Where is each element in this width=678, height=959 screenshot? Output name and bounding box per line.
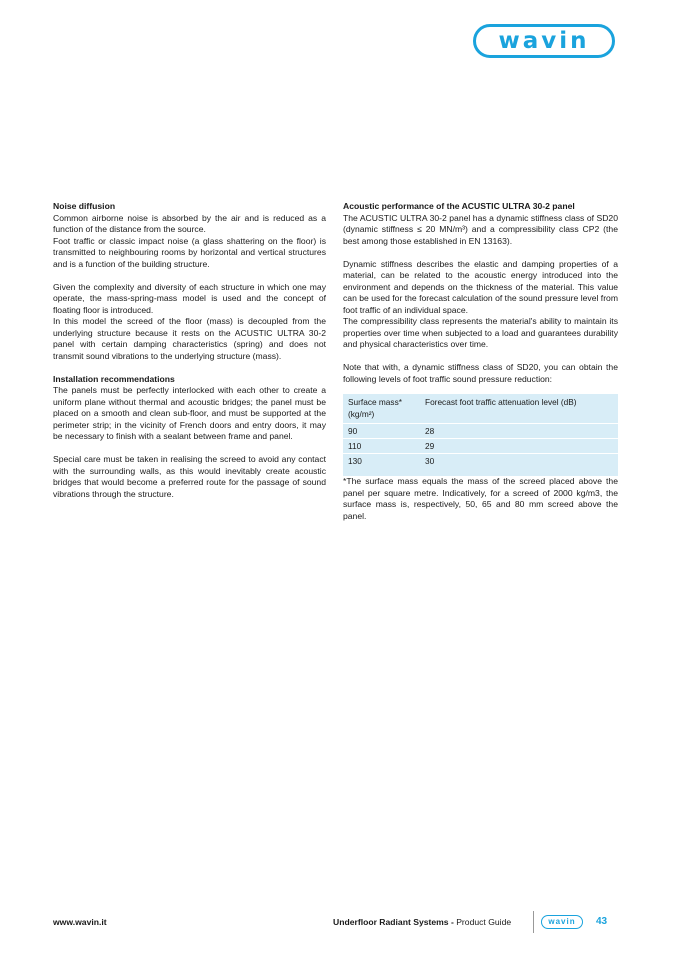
installation-paragraph-1: The panels must be perfectly interlocked with each other to create a uniform plane without thermal and acoustic bridges; the panel must be placed on a smooth and clean sub-floor, and must be supported at the perimeter strip; in the vicinity of French doors and entry doors, it may be necessary to finish with a sealant between frame and panel.	[53, 385, 326, 441]
acoustic-paragraph-2: Dynamic stiffness describes the elastic and damping properties of a material, can be related to the acoustic energy introduced into the environment and depends on the thickness of the material. This value can be used for the forecast calculation of the sound pressure level from foot traffic of an individual space.	[343, 258, 618, 315]
attenuation-cell: 30	[425, 456, 435, 466]
footer-title	[333, 917, 511, 927]
noise-paragraph-3: Given the complexity and diversity of each structure in which one may operate, the mass-spring-mass model is used and the concept of floating floor is introduced.	[53, 281, 326, 315]
website-link[interactable]: www.wavin.it	[53, 917, 107, 927]
installation-heading: Installation recommendations	[53, 373, 175, 384]
surface-mass-cell: 130	[348, 456, 362, 466]
surface-mass-header-unit: (kg/m²)	[348, 408, 375, 419]
table-header-row	[343, 394, 618, 424]
footer-title-rest: Product Guide	[453, 917, 512, 927]
installation-paragraph-2: Special care must be taken in realising the screed to avoid any contact with the surrounding walls, as this would inevitably create acoustic bridges that would become a preferred route for the passage of sound vibrations through the structure.	[53, 454, 326, 499]
surface-mass-cell: 90	[348, 426, 358, 436]
surface-mass-cell: 110	[348, 441, 362, 451]
acoustic-paragraph-1: The ACUSTIC ULTRA 30-2 panel has a dynamic stiffness class of SD20 (dynamic stiffness ≤ 20 MN/m³) and a compressibility class CP2 (the best among those established in EN 13163).	[343, 212, 618, 246]
table-row	[343, 439, 618, 454]
wavin-logo	[473, 24, 615, 58]
noise-diffusion-heading: Noise diffusion	[53, 201, 116, 211]
left-column	[53, 201, 326, 500]
acoustic-heading: Acoustic performance of the ACUSTIC ULTRA 30-2 panel	[343, 201, 575, 211]
right-column	[343, 201, 618, 522]
noise-paragraph-4: In this model the screed of the floor (mass) is decoupled from the underlying structure because it rests on the ACUSTIC ULTRA 30-2 panel with certain damping characteristics (spring) and does not transmit sound vibrations to the underlying structure (mass).	[53, 316, 326, 361]
attenuation-table	[343, 394, 618, 476]
acoustic-paragraph-4: Note that with, a dynamic stiffness class of SD20, you can obtain the following levels of foot traffic sound pressure reduction:	[343, 362, 618, 384]
attenuation-header: Forecast foot traffic attenuation level (dB)	[425, 397, 577, 407]
table-row	[343, 424, 618, 439]
footer-logo-text: wavin	[548, 917, 576, 926]
footer-wavin-logo	[541, 915, 583, 929]
acoustic-paragraph-3: The compressibility class represents the material's ability to maintain its properties over time when subjected to a load and guarantees durability and physical characteristics over time.	[343, 316, 618, 349]
footer-title-bold: Underfloor Radiant Systems -	[333, 917, 454, 927]
footer-divider	[533, 911, 534, 933]
surface-mass-header	[343, 397, 414, 420]
surface-mass-header-label: Surface mass*	[348, 397, 402, 407]
noise-paragraph-2: Foot traffic or classic impact noise (a glass shattering on the floor) is transmitted to neighbouring rooms by horizontal and vertical structures and is a function of the building structure.	[53, 235, 326, 269]
attenuation-cell: 28	[425, 426, 435, 436]
noise-paragraph-1: Common airborne noise is absorbed by the air and is reduced as a function of the distance from the source.	[53, 212, 326, 234]
table-row	[343, 454, 618, 468]
surface-mass-footnote: *The surface mass equals the mass of the screed placed above the panel per square metre. Indicatively, for a screed of 2000 kg/m3, the surface mass is, respectively, 50, 65 and 80 mm screed above the panel.	[343, 476, 618, 521]
attenuation-cell: 29	[425, 441, 435, 451]
logo-text: wavin	[498, 27, 590, 54]
page-number: 43	[596, 916, 608, 927]
